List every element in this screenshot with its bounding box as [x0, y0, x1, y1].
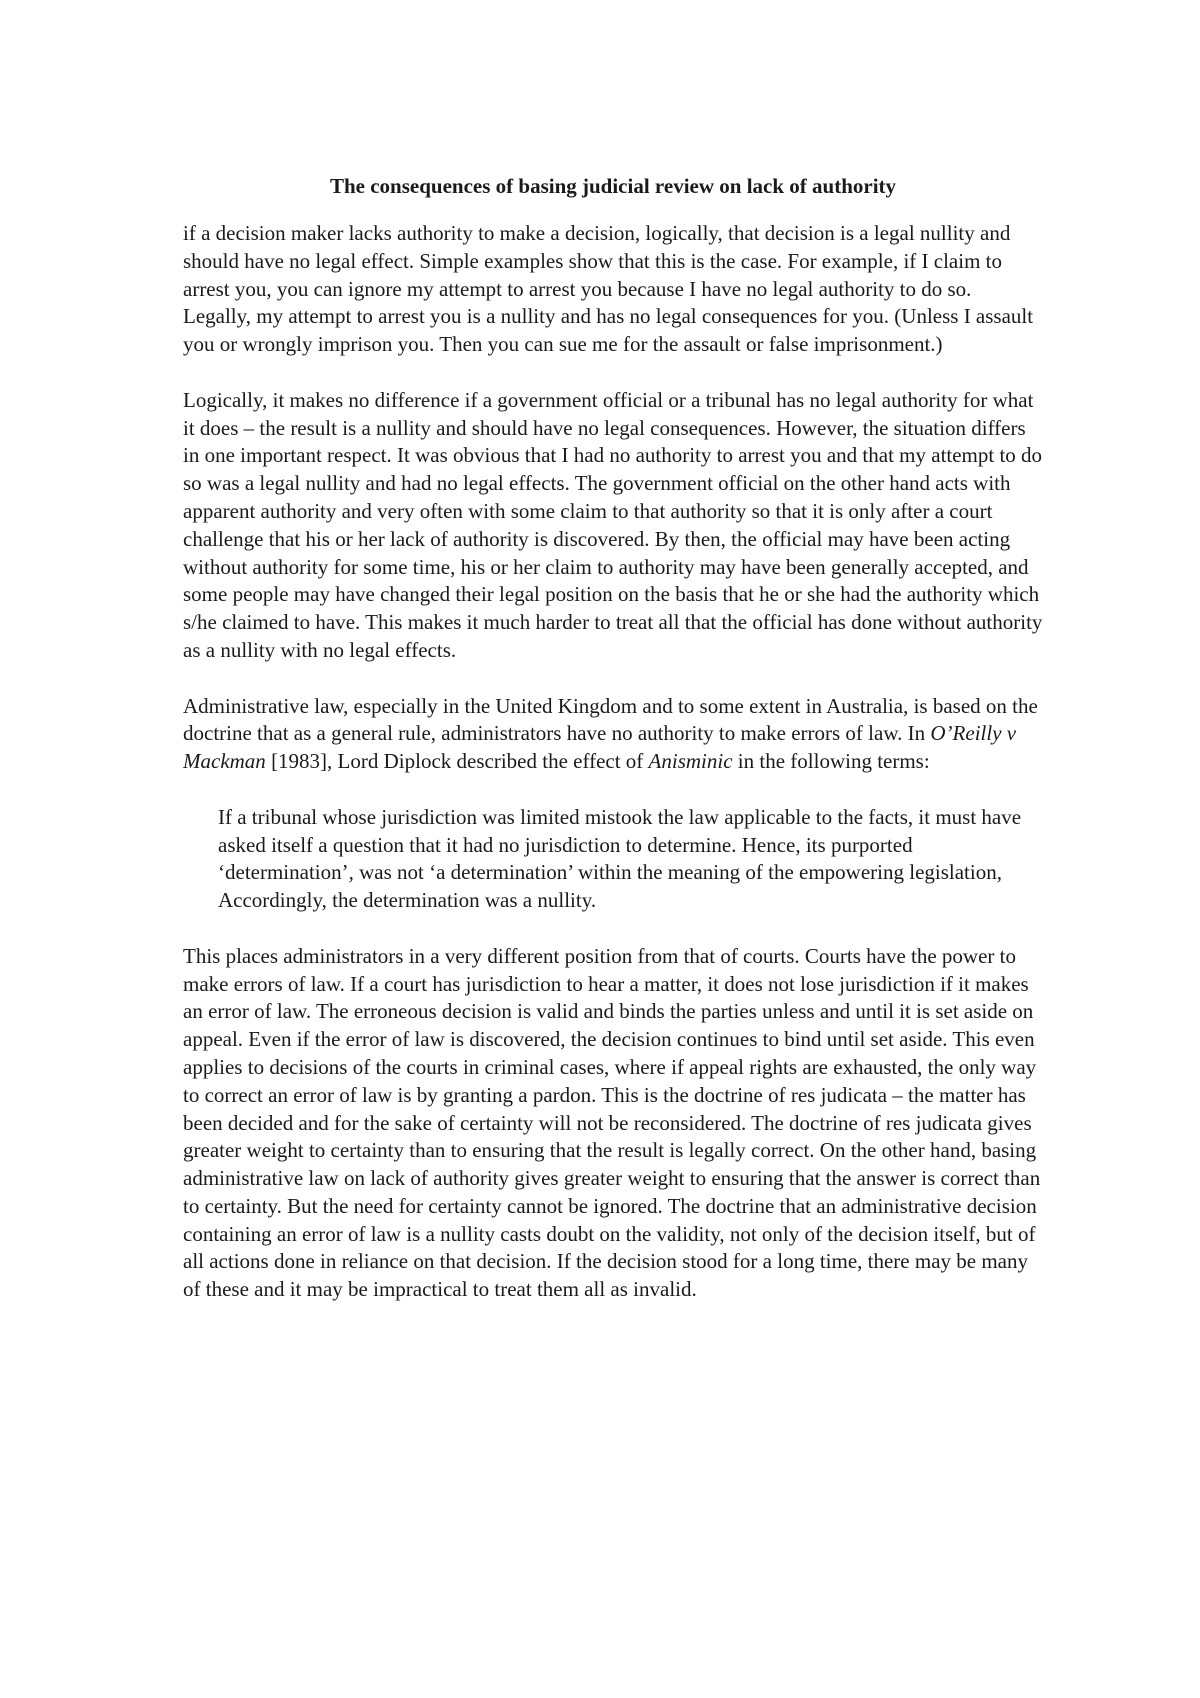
paragraph-3-text-2: [1983], Lord Diplock described the effect of [265, 749, 649, 774]
block-quote: If a tribunal whose jurisdiction was limited mistook the law applicable to the facts, it must have asked itself a question that it had no jurisdiction to determine. Hence, its purported ‘determination’, was not ‘a determination’ within the meaning of the empowering legislation, Accordingly, the determination was a nullity. [218, 804, 1022, 913]
case-citation-anisminic: Anisminic [648, 749, 733, 774]
paragraph-3-text-1: Administrative law, especially in the United Kingdom and to some extent in Australia, is based on the doctrine that as a general rule, administrators have no authority to make errors of law. In [183, 693, 1038, 746]
document-title: The consequences of basing judicial review on lack of authority [329, 174, 897, 198]
paragraph-4: This places administrators in a very different position from that of courts. Courts have the power to make errors of law. If a court has jurisdiction to hear a matter, it does not lose jurisdiction if it makes an error of law. The erroneous decision is valid and binds the parties unless and until it is set aside on appeal. Even if the error of law is discovered, the decision continues to bind until set aside. This even applies to decisions of the courts in criminal cases, where if appeal rights are exhausted, the only way to correct an error of law is by granting a pardon. This is the doctrine of res judicata – the matter has been decided and for the sake of certainty will not be reconsidered. The doctrine of res judicata gives greater weight to certainty than to ensuring that the result is legally correct. On the other hand, basing administrative law on lack of authority gives greater weight to ensuring that the answer is correct than to certainty. But the need for certainty cannot be ignored. The doctrine that an administrative decision containing an error of law is a nullity casts doubt on the validity, not only of the decision itself, but of all actions done in reliance on that decision. If the decision stood for a long time, there may be many of these and it may be impractical to treat them all as invalid. [183, 943, 1041, 1302]
paragraph-1: if a decision maker lacks authority to make a decision, logically, that decision is a legal nullity and should have no legal effect. Simple examples show that this is the case. For example, if I claim to arrest you, you can ignore my attempt to arrest you because I have no legal authority to do so. Legally, my attempt to arrest you is a nullity and has no legal consequences for you. (Unless I assault you or wrongly imprison you. Then you can sue me for the assault or false imprisonment.) [183, 221, 1034, 357]
document-page [183, 172, 1043, 1304]
paragraph-3 [183, 693, 1043, 776]
paragraph-2: Logically, it makes no difference if a government official or a tribunal has no legal authority for what it does – the result is a nullity and should have no legal consequences. However, the situation differs in one important respect. It was obvious that I had no authority to arrest you and that my attempt to do so was a legal nullity and had no legal effects. The government official on the other hand acts with apparent authority and very often with some claim to that authority so that it is only after a court challenge that his or her lack of authority is discovered. By then, the official may have been acting without authority for some time, his or her claim to authority may have been generally accepted, and some people may have changed their legal position on the basis that he or she had the authority which s/he claimed to have. This makes it much harder to treat all that the official has done without authority as a nullity with no legal effects. [183, 387, 1043, 662]
case-citation-oreilly: O’Reilly v Mackman [183, 721, 1017, 774]
paragraph-3-text-3: in the following terms: [732, 749, 930, 774]
